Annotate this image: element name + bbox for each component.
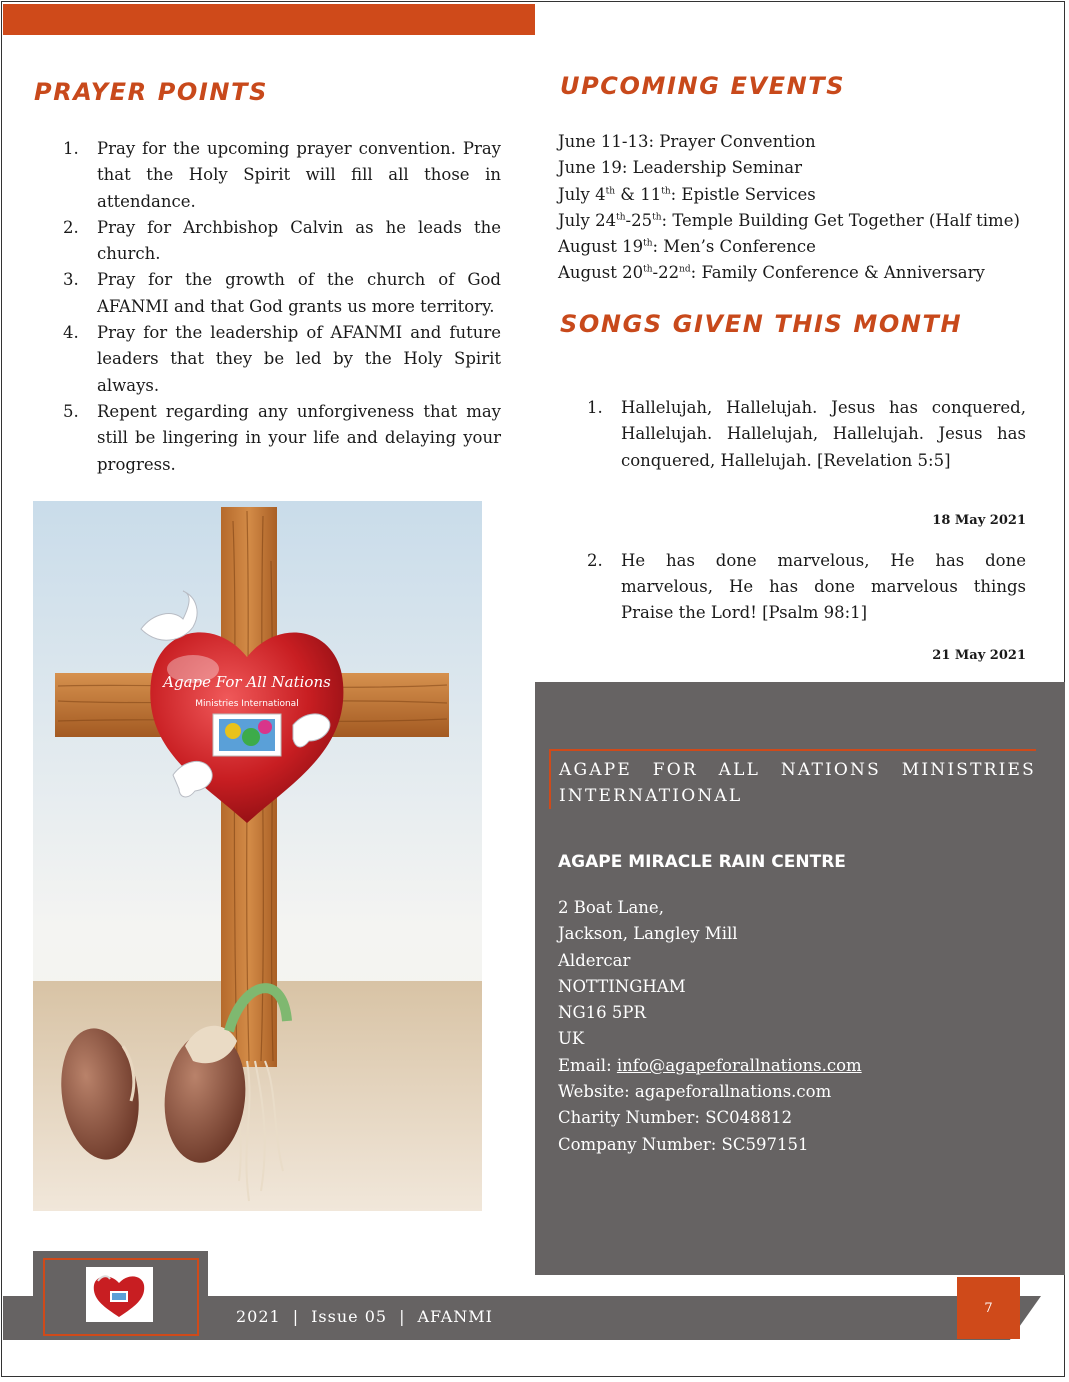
prayer-text: Pray for the leadership of AFANMI and future leaders that they be led by the Holy Spirit always. (97, 323, 501, 395)
list-item (63, 215, 501, 268)
illustration-svg (33, 501, 482, 1211)
event-title: : Epistle Services (670, 184, 816, 204)
list-item (63, 399, 501, 478)
top-accent-bar (3, 4, 535, 35)
event-date: July 4 (558, 184, 606, 204)
logo-heart-icon (86, 1267, 153, 1322)
illustration-banner-text: Agape For All Nations (163, 673, 331, 691)
song-date-row (587, 474, 1026, 532)
footer-separator: | (399, 1307, 406, 1326)
list-item (63, 267, 501, 320)
page-number: 7 (957, 1277, 1020, 1339)
upcoming-events-heading: UPCOMING EVENTS (560, 72, 846, 100)
contact-panel (535, 682, 1065, 1275)
charity-row (558, 1105, 862, 1131)
footer-logo-block (33, 1251, 208, 1340)
address-line: Aldercar (558, 950, 631, 970)
charity-label: Charity Number: (558, 1108, 706, 1128)
address-line: NG16 5PR (558, 1003, 646, 1023)
event-item (558, 234, 1038, 260)
charity-number: SC048812 (705, 1108, 793, 1128)
ordinal-suffix: th (643, 264, 653, 275)
ordinal-suffix: th (616, 212, 626, 223)
website-label: Website: (558, 1082, 635, 1102)
song-lyrics: He has done marvelous, He has done marvelous, He has done marvelous things Praise the Lord! [Psalm 98:1] (621, 550, 1026, 623)
event-date: -22 (652, 263, 680, 283)
prayer-text: Pray for Archbishop Calvin as he leads the church. (97, 217, 501, 264)
website-value: agapeforallnations.com (634, 1082, 832, 1102)
centre-name: AGAPE MIRACLE RAIN CENTRE (558, 852, 846, 872)
ordinal-suffix: th (661, 186, 671, 197)
event-item (558, 182, 1038, 208)
list-item (63, 320, 501, 399)
company-row (558, 1132, 862, 1158)
item-number: 1. (63, 139, 79, 158)
events-list (558, 129, 1038, 287)
ordinal-suffix: th (643, 238, 653, 249)
address-line: UK (558, 1029, 585, 1049)
event-date: & 11 (615, 184, 662, 204)
event-date: July 24 (558, 210, 617, 230)
cross-heart-illustration (33, 501, 482, 1211)
footer-separator: | (292, 1307, 300, 1326)
ordinal-suffix: th (652, 212, 662, 223)
prayer-text: Pray for the growth of the church of God AFANMI and that God grants us more territory. (97, 270, 501, 316)
prayer-text: Repent regarding any unforgiveness that may still be lingering in your life and delaying your progress. (97, 401, 501, 474)
event-date: -25 (625, 210, 653, 230)
footer-issue-line (236, 1307, 493, 1326)
email-row (558, 1053, 862, 1079)
event-date: August 19 (558, 237, 644, 257)
item-number: 4. (63, 323, 79, 343)
song-date: 18 May 2021 (932, 512, 1026, 528)
address-line: 2 Boat Lane, (558, 898, 664, 917)
address-block (558, 895, 862, 1158)
item-number: 3. (63, 270, 79, 290)
event-date: August 20 (558, 263, 644, 283)
illustration-banner-subtext: Ministries International (195, 699, 299, 709)
event-item: June 11-13: Prayer Convention (558, 132, 816, 151)
prayer-points-heading: PRAYER POINTS (34, 78, 268, 106)
event-title: : Temple Building Get Together (Half time) (661, 210, 1020, 230)
event-item (558, 208, 1038, 234)
footer-org: AFANMI (417, 1307, 493, 1326)
address-line: Jackson, Langley Mill (558, 924, 738, 944)
email-label: Email: (558, 1055, 617, 1075)
song-lyrics: Hallelujah, Hallelujah. Jesus has conquered, Hallelujah. Hallelujah, Hallelujah. Jesus has conquered, Hallelujah. [Revelation 5:5] (621, 398, 1026, 470)
address-line: NOTTINGHAM (558, 976, 686, 996)
email-link[interactable]: info@agapeforallnations.com (616, 1055, 862, 1075)
item-number: 2. (63, 217, 79, 237)
song-item (587, 548, 1026, 627)
footer-issue: Issue 05 (311, 1307, 388, 1326)
songs-list (587, 395, 1026, 669)
prayer-text: Pray for the upcoming prayer convention. Pray that the Holy Spirit will fill all those in attendance. (97, 139, 501, 211)
company-label: Company Number: (558, 1134, 722, 1154)
footer-year: 2021 (236, 1307, 281, 1326)
event-title: : Men’s Conference (652, 237, 816, 257)
list-item (63, 136, 501, 215)
song-item (587, 395, 1026, 474)
event-item (558, 260, 1038, 286)
song-date: 21 May 2021 (932, 647, 1026, 663)
ordinal-suffix: nd (679, 264, 691, 275)
ordinal-suffix: th (605, 186, 616, 197)
event-title: : Family Conference & Anniversary (690, 263, 985, 283)
item-number: 2. (587, 550, 603, 570)
song-date-row (587, 627, 1026, 669)
item-number: 1. (587, 398, 603, 417)
prayer-points-list (63, 136, 501, 478)
org-name: AGAPE FOR ALL NATIONS MINISTRIES INTERNATIONAL (549, 749, 1036, 809)
website-row (558, 1079, 862, 1105)
event-item: June 19: Leadership Seminar (558, 158, 802, 178)
company-number: SC597151 (721, 1134, 809, 1154)
songs-heading: SONGS GIVEN THIS MONTH (560, 310, 963, 338)
item-number: 5. (63, 401, 79, 421)
